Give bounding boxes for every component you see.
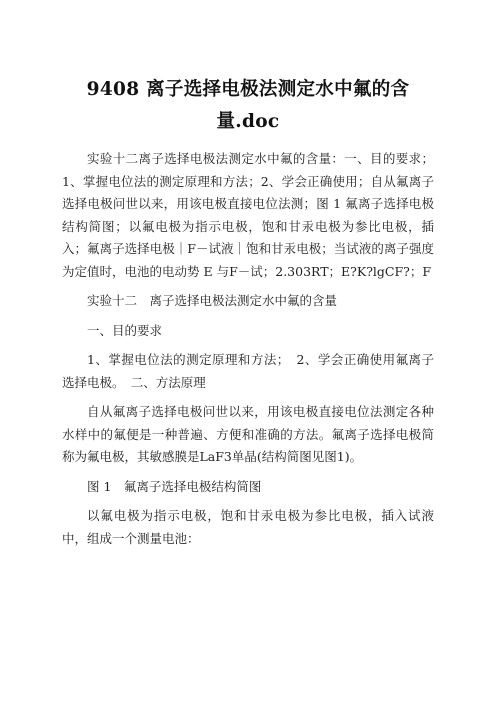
subsection-heading: 一、目的要求	[87, 322, 163, 338]
principle-paragraph: 自从氟离子选择电极问世以来，用该电极直接电位法测定各种水样中的氟便是一种普遍、方便和准确的方法。氟离子选择电极简称为氟电极，其敏感膜是LaF3单晶(结构简图见图1)。	[62, 404, 434, 464]
figure-caption: 图 1 氟离子选择电极结构简图	[87, 478, 262, 494]
requirements-paragraph: 1、掌握电位法的测定原理和方法； 2、学会正确使用氟离子选择电极。 二、方法原理	[62, 352, 434, 390]
document-body	[62, 148, 434, 557]
document-title: 9408 离子选择电极法测定水中氟的含量.doc	[86, 79, 410, 132]
summary-paragraph: 实验十二离子选择电极法测定水中氟的含量：一、目的要求；1、掌握电位法的测定原理和方法；2、学会正确使用；自从氟离子选择电极问世以来，用该电极直接电位法测；图 1 氟离子选择电极结构简图；以氟电极为指示电极，饱和甘汞电极为参比电极，插入；氟离子选择电极｜F－试液｜饱和甘汞电极；当试液的离子强度为定值时，电池的电动势 E 与F－试；2.303RT；E?K?lgCF?；F	[62, 151, 434, 279]
section-heading: 实验十二 离子选择电极法测定水中氟的含量	[87, 293, 338, 308]
cell-paragraph: 以氟电极为指示电极，饱和甘汞电极为参比电极，插入试液中，组成一个测量电池：	[62, 508, 434, 546]
